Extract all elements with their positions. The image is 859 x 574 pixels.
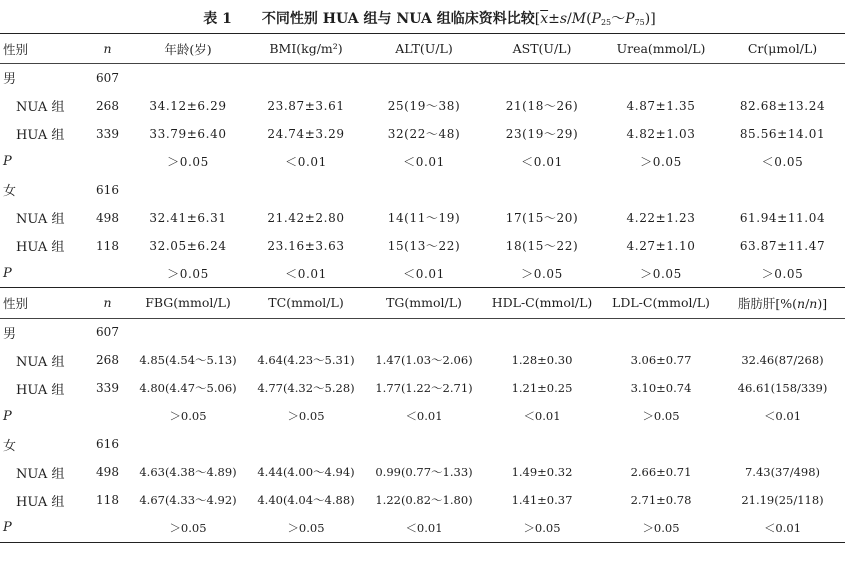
hdl-c-cell: 1.41±0.37 xyxy=(511,493,573,507)
ast-cell: 21(18～26) xyxy=(505,99,579,113)
tables-container xyxy=(0,33,845,543)
ldl-c-p-cell: ＞0.05 xyxy=(642,520,680,535)
age-p-cell: ＞0.05 xyxy=(167,155,209,169)
row-female-nua xyxy=(0,204,845,232)
age-cell: 33.79±6.40 xyxy=(149,126,227,141)
ldl-c-cell: 3.10±0.74 xyxy=(630,381,692,395)
p-label: P xyxy=(3,408,12,424)
group-label: NUA 组 xyxy=(16,354,65,370)
gender-label: 女 xyxy=(3,438,17,454)
header-n: n xyxy=(85,288,130,318)
age-p-cell: ＞0.05 xyxy=(167,266,209,281)
blank-cell xyxy=(85,402,130,430)
group-label: HUA 组 xyxy=(16,494,65,510)
header-hdl-c: HDL-C(mmol/L) xyxy=(482,288,602,318)
notation-p-high-sub: 75 xyxy=(634,18,645,27)
notation-range: ～ xyxy=(611,11,626,27)
fbg-cell: 4.80(4.47～5.06) xyxy=(139,381,237,395)
bmi-cell: 24.74±3.29 xyxy=(267,126,345,141)
tc-cell: 4.77(4.32～5.28) xyxy=(257,381,355,395)
n-cell: 607 xyxy=(96,70,119,85)
bmi-p-cell: ＜0.01 xyxy=(285,266,327,281)
table-number: 表 1 xyxy=(203,11,232,27)
notation-close: )] xyxy=(644,11,656,27)
notation-median: M xyxy=(571,11,587,27)
fatty-liver-n2: n xyxy=(809,295,818,311)
header-fbg: FBG(mmol/L) xyxy=(130,288,246,318)
header-ldl-c: LDL-C(mmol/L) xyxy=(602,288,720,318)
tc-cell: 4.40(4.04～4.88) xyxy=(257,493,355,507)
header-tc: TC(mmol/L) xyxy=(246,288,366,318)
header-row xyxy=(0,34,845,64)
age-cell: 32.05±6.24 xyxy=(149,238,227,253)
header-n: n xyxy=(85,34,130,64)
row-male-nua xyxy=(0,346,845,374)
tc-cell: 4.64(4.23～5.31) xyxy=(257,353,355,367)
gender-label: 女 xyxy=(3,184,17,199)
hdl-c-p-cell: ＞0.05 xyxy=(523,520,561,535)
tg-cell: 0.99(0.77～1.33) xyxy=(375,465,473,479)
n-cell: 498 xyxy=(96,465,119,479)
ast-p-cell: ＜0.01 xyxy=(521,155,563,169)
caption-text: 不同性别 HUA 组与 NUA 组临床资料比较 xyxy=(261,11,535,27)
row-male-p xyxy=(0,402,845,430)
fatty-liver-p-cell: ＜0.01 xyxy=(763,409,802,423)
bmi-cell: 21.42±2.80 xyxy=(267,210,345,225)
row-male-hua xyxy=(0,374,845,402)
notation-p-low-sub: 25 xyxy=(600,18,612,27)
ast-p-cell: ＞0.05 xyxy=(521,266,563,281)
blank-cell xyxy=(130,318,845,346)
row-female-nua xyxy=(0,458,845,486)
header-ast: AST(U/L) xyxy=(482,34,602,64)
table-general-biochem xyxy=(0,33,845,288)
n-cell: 616 xyxy=(96,182,119,197)
fbg-p-cell: ＞0.05 xyxy=(169,409,207,423)
group-label: NUA 组 xyxy=(16,212,65,227)
urea-p-cell: ＞0.05 xyxy=(640,155,682,169)
hdl-c-cell: 1.28±0.30 xyxy=(511,353,573,367)
hdl-c-p-cell: ＜0.01 xyxy=(523,409,561,423)
tc-cell: 4.44(4.00～4.94) xyxy=(257,465,355,479)
hdl-c-cell: 1.49±0.32 xyxy=(511,465,573,479)
cr-cell: 85.56±14.01 xyxy=(739,126,826,141)
table-caption xyxy=(0,8,859,28)
urea-cell: 4.22±1.23 xyxy=(626,210,696,225)
header-cr: Cr(μmol/L) xyxy=(720,34,845,64)
table-metabolic xyxy=(0,288,845,543)
row-female xyxy=(0,176,845,204)
fatty-liver-sep: / xyxy=(805,295,810,311)
fatty-liver-cell: 32.46(87/268) xyxy=(741,353,824,367)
fbg-cell: 4.63(4.38～4.89) xyxy=(139,465,237,479)
age-cell: 32.41±6.31 xyxy=(149,210,227,225)
p-label: P xyxy=(3,520,12,536)
n-cell: 268 xyxy=(96,98,119,113)
ldl-c-cell: 2.66±0.71 xyxy=(630,465,692,479)
fatty-liver-cell: 7.43(37/498) xyxy=(744,465,821,479)
tg-p-cell: ＜0.01 xyxy=(405,409,443,423)
notation-p-high: P xyxy=(625,11,635,27)
group-label: HUA 组 xyxy=(16,240,65,255)
notation-pm: ± xyxy=(548,11,560,27)
n-cell: 268 xyxy=(96,353,119,367)
alt-cell: 25(19～38) xyxy=(387,99,461,113)
header-gender: 性别 xyxy=(0,34,85,64)
tc-p-cell: ＞0.05 xyxy=(287,520,325,535)
header-tg: TG(mmol/L) xyxy=(366,288,482,318)
notation-sd: s xyxy=(559,11,568,27)
urea-cell: 4.27±1.10 xyxy=(626,238,696,253)
gender-label: 男 xyxy=(3,72,17,88)
fbg-cell: 4.67(4.33～4.92) xyxy=(139,493,237,507)
cr-cell: 61.94±11.04 xyxy=(739,210,826,225)
fatty-liver-cell: 46.61(158/339) xyxy=(737,381,828,395)
row-male xyxy=(0,64,845,92)
bmi-cell: 23.87±3.61 xyxy=(267,98,345,113)
n-cell: 339 xyxy=(96,381,119,395)
tg-cell: 1.22(0.82～1.80) xyxy=(375,493,473,507)
ldl-c-cell: 2.71±0.78 xyxy=(630,493,692,507)
cr-cell: 63.87±11.47 xyxy=(739,238,826,253)
blank-cell xyxy=(85,260,130,288)
alt-cell: 14(11～19) xyxy=(387,211,461,225)
blank-cell xyxy=(130,176,845,204)
header-row xyxy=(0,288,845,318)
ast-cell: 18(15～22) xyxy=(505,239,579,253)
row-male-hua xyxy=(0,120,845,148)
notation-p-low: P xyxy=(591,11,601,27)
tg-p-cell: ＜0.01 xyxy=(405,520,443,535)
blank-cell xyxy=(130,430,845,458)
n-cell: 118 xyxy=(96,493,119,507)
row-female-hua xyxy=(0,232,845,260)
n-cell: 339 xyxy=(96,126,119,141)
fatty-liver-suffix: )] xyxy=(817,295,828,311)
notation-paren-open: ( xyxy=(586,11,592,27)
notation-slash: / xyxy=(567,11,572,27)
p-label: P xyxy=(3,265,12,281)
fatty-liver-prefix: 脂肪肝[%( xyxy=(737,295,798,311)
notation-open: [ xyxy=(534,11,541,27)
blank-cell xyxy=(85,148,130,176)
bmi-cell: 23.16±3.63 xyxy=(267,238,345,253)
alt-p-cell: ＜0.01 xyxy=(403,266,445,281)
ast-cell: 17(15～20) xyxy=(505,211,579,225)
header-gender: 性别 xyxy=(0,288,85,318)
header-age: 年龄(岁) xyxy=(130,34,246,64)
ast-cell: 23(19～29) xyxy=(505,127,579,141)
group-label: HUA 组 xyxy=(16,128,65,143)
cr-p-cell: ＞0.05 xyxy=(761,266,804,281)
fatty-liver-cell: 21.19(25/118) xyxy=(741,493,824,507)
header-alt: ALT(U/L) xyxy=(366,34,482,64)
tc-p-cell: ＞0.05 xyxy=(287,409,325,423)
blank-cell xyxy=(130,64,845,92)
header-bmi: BMI(kg/m²) xyxy=(246,34,366,64)
group-label: NUA 组 xyxy=(16,100,65,115)
n-cell: 118 xyxy=(96,238,119,253)
age-cell: 34.12±6.29 xyxy=(149,98,227,113)
p-label: P xyxy=(3,154,12,169)
group-label: HUA 组 xyxy=(16,382,65,398)
row-male-p xyxy=(0,148,845,176)
hdl-c-cell: 1.21±0.25 xyxy=(511,381,573,395)
row-female-p xyxy=(0,514,845,542)
row-female-p xyxy=(0,260,845,288)
urea-cell: 4.82±1.03 xyxy=(626,126,696,141)
n-cell: 498 xyxy=(96,210,119,225)
n-cell: 607 xyxy=(96,325,119,340)
group-label: NUA 组 xyxy=(16,466,65,482)
header-fatty-liver xyxy=(720,288,845,318)
header-urea: Urea(mmol/L) xyxy=(602,34,720,64)
ldl-c-cell: 3.06±0.77 xyxy=(630,353,692,367)
alt-cell: 15(13～22) xyxy=(387,239,461,253)
fbg-p-cell: ＞0.05 xyxy=(169,520,207,535)
alt-cell: 32(22～48) xyxy=(387,127,461,141)
tg-cell: 1.77(1.22～2.71) xyxy=(375,381,473,395)
tg-cell: 1.47(1.03～2.06) xyxy=(375,353,473,367)
blank-cell xyxy=(85,514,130,542)
cr-cell: 82.68±13.24 xyxy=(739,98,826,113)
n-cell: 616 xyxy=(96,437,119,451)
bmi-p-cell: ＜0.01 xyxy=(285,155,327,169)
alt-p-cell: ＜0.01 xyxy=(403,155,445,169)
row-male-nua xyxy=(0,92,845,120)
row-female-hua xyxy=(0,486,845,514)
notation-mean: $\overline{x}$ xyxy=(540,11,549,27)
stat-notation xyxy=(535,11,656,27)
cr-p-cell: ＜0.05 xyxy=(761,155,804,169)
fbg-cell: 4.85(4.54～5.13) xyxy=(139,353,237,367)
fatty-liver-p-cell: ＜0.01 xyxy=(763,520,802,535)
row-male xyxy=(0,318,845,346)
ldl-c-p-cell: ＞0.05 xyxy=(642,409,680,423)
fatty-liver-n1: n xyxy=(797,295,806,311)
row-female xyxy=(0,430,845,458)
urea-cell: 4.87±1.35 xyxy=(626,98,696,113)
urea-p-cell: ＞0.05 xyxy=(640,266,682,281)
gender-label: 男 xyxy=(3,326,17,342)
